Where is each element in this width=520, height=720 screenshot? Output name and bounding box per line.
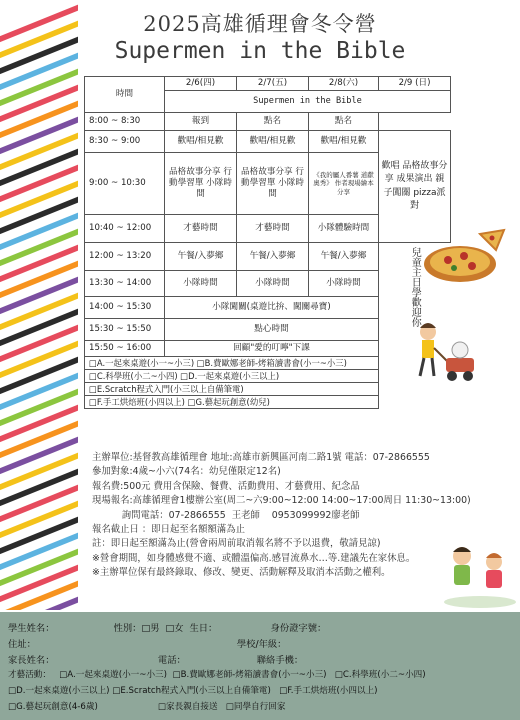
kid-with-wagon-illustration bbox=[410, 318, 480, 388]
date-header: 2/9 (日) bbox=[379, 77, 451, 91]
info-line: 詢問電話：07-2866555 王老師 0953099992廖老師 bbox=[92, 509, 360, 521]
form-row-parent[interactable]: 家長姓名： 電話： 聯絡手機： bbox=[8, 655, 304, 666]
info-line: 現場報名:高雄循理會1樓辦公室(周二~六9:00~12:00 14:00~17:00周日 11:30~13:00) bbox=[92, 495, 471, 507]
sunday-bottom-text: 兒童主日學歡迎你 bbox=[409, 247, 421, 327]
time-cell: 8:00 ~ 8:30 bbox=[85, 113, 165, 131]
empty-cell bbox=[379, 396, 451, 409]
info-line: 主辦單位:基督教高雄循理會 地址:高雄市新興區河南二路1號 電話：07-2866555 bbox=[92, 452, 430, 463]
schedule-cell: 午餐/入夢鄉 bbox=[165, 243, 237, 271]
date-header: 2/6(四) bbox=[165, 77, 237, 91]
schedule-cell: 品格故事分享 行動學習單 小隊時間 bbox=[237, 153, 309, 215]
info-line: 報名截止日 ：即日起至名額額滿為止 bbox=[92, 524, 245, 536]
schedule-cell: 才藝時間 bbox=[165, 215, 237, 243]
sunday-top-cell: 歡唱 品格故事分享 成果演出 親子闖關 pizza派對 bbox=[379, 131, 451, 243]
schedule-span-cell: 回顧"愛的叮嚀"下課 bbox=[165, 341, 379, 357]
form-row-activities[interactable]: 才藝活動： □A.一起來桌遊(小一~小三) □B.費歐娜老師-烤箱讀書會(小一~小三) □C.科學班(小二~小四) bbox=[8, 670, 426, 680]
activity-line: □F.手工烘焙班(小四以上) □G.藝起玩創意(幼兒) bbox=[85, 396, 379, 409]
form-row-address[interactable]: 住址： 學校/年級： bbox=[8, 639, 287, 650]
decorative-stripes bbox=[0, 0, 78, 610]
schedule-cell: 小隊時間 bbox=[165, 271, 237, 297]
form-row-pickup[interactable]: □G.藝起玩創意(4-6歲) □家長親自接送 □同學自行回家 bbox=[8, 702, 286, 712]
info-line: 參加對象:4歲~小六(74名：幼兒僅限定12名) bbox=[92, 466, 281, 478]
time-cell: 8:30 ~ 9:00 bbox=[85, 131, 165, 153]
time-cell: 14:00 ~ 15:30 bbox=[85, 297, 165, 319]
schedule-table bbox=[84, 76, 451, 409]
schedule-cell: 歡唱/相見歡 bbox=[165, 131, 237, 153]
schedule-span-cell: 小隊闖關(桌遊比拚、闖關尋寶) bbox=[165, 297, 379, 319]
page-title: 2025高雄循理會冬令營 bbox=[143, 12, 377, 36]
time-cell: 15:50 ~ 16:00 bbox=[85, 341, 165, 357]
schedule-cell: 歡唱/相見歡 bbox=[237, 131, 309, 153]
event-info bbox=[92, 451, 512, 581]
registration-form bbox=[0, 612, 520, 720]
activity-line: □A.一起來桌遊(小一~小三) □B.費歐娜老師-烤箱讀書會(小一~小三) bbox=[85, 357, 379, 370]
page-subtitle: Supermen in the Bible bbox=[114, 38, 406, 64]
theme-cell: Supermen in the Bible bbox=[165, 91, 451, 113]
schedule-cell: 午餐/入夢鄉 bbox=[237, 243, 309, 271]
info-line: ※主辦單位保有最終錄取、修改、變更、活動解釋及取消本活動之權利。 bbox=[92, 567, 391, 579]
time-cell: 12:00 ~ 13:20 bbox=[85, 243, 165, 271]
schedule-cell: 品格故事分享 行動學習單 小隊時間 bbox=[165, 153, 237, 215]
schedule-cell: 歡唱/相見歡 bbox=[309, 131, 379, 153]
schedule-cell: 點名 bbox=[309, 113, 379, 131]
schedule-cell: 才藝時間 bbox=[237, 215, 309, 243]
schedule-cell: 《我的屬人番薯 道獻奧秀》 作者現場繪本分享 bbox=[309, 153, 379, 215]
time-cell: 13:30 ~ 14:00 bbox=[85, 271, 165, 297]
date-header: 2/7(五) bbox=[237, 77, 309, 91]
time-cell: 9:00 ~ 10:30 bbox=[85, 153, 165, 215]
form-row-activities-2[interactable]: □D.一起來桌遊(小三以上) □E.Scratch程式入門(小三以上自備筆電) □F.手工烘焙班(小四以上) bbox=[8, 686, 378, 696]
form-row-student[interactable]: 學生姓名： 性別：□男 □女 生日： 身份證字號： bbox=[8, 623, 327, 634]
time-cell: 15:30 ~ 15:50 bbox=[85, 319, 165, 341]
schedule-span-cell: 點心時間 bbox=[165, 319, 379, 341]
empty-cell bbox=[379, 113, 451, 131]
time-header: 時間 bbox=[85, 77, 165, 113]
schedule-cell: 報到 bbox=[165, 113, 237, 131]
date-header: 2/8(六) bbox=[309, 77, 379, 91]
activity-line: □E.Scratch程式入門(小三以上自備筆電) bbox=[85, 383, 379, 396]
schedule-cell: 小隊體驗時間 bbox=[309, 215, 379, 243]
schedule-cell: 小隊時間 bbox=[237, 271, 309, 297]
info-line: 註：即日起至額滿為止(營會兩周前取消報名將不予以退費，敬請見諒) bbox=[92, 538, 381, 550]
schedule-cell: 午餐/入夢鄉 bbox=[309, 243, 379, 271]
pizza-illustration bbox=[420, 228, 506, 288]
info-line: ※營會期間，如身體感覺不適、或體溫偏高.感冒流鼻水…等.建議先在家休息。 bbox=[92, 552, 416, 564]
schedule-cell: 小隊時間 bbox=[309, 271, 379, 297]
info-line: 報名費:500元 費用含保險、餐費、活動費用、才藝費用、紀念品 bbox=[92, 480, 360, 492]
time-cell: 10:40 ~ 12:00 bbox=[85, 215, 165, 243]
schedule-cell: 點名 bbox=[237, 113, 309, 131]
activity-line: □C.科學班(小二~小四) □D.一起來桌遊(小三以上) bbox=[85, 370, 379, 383]
